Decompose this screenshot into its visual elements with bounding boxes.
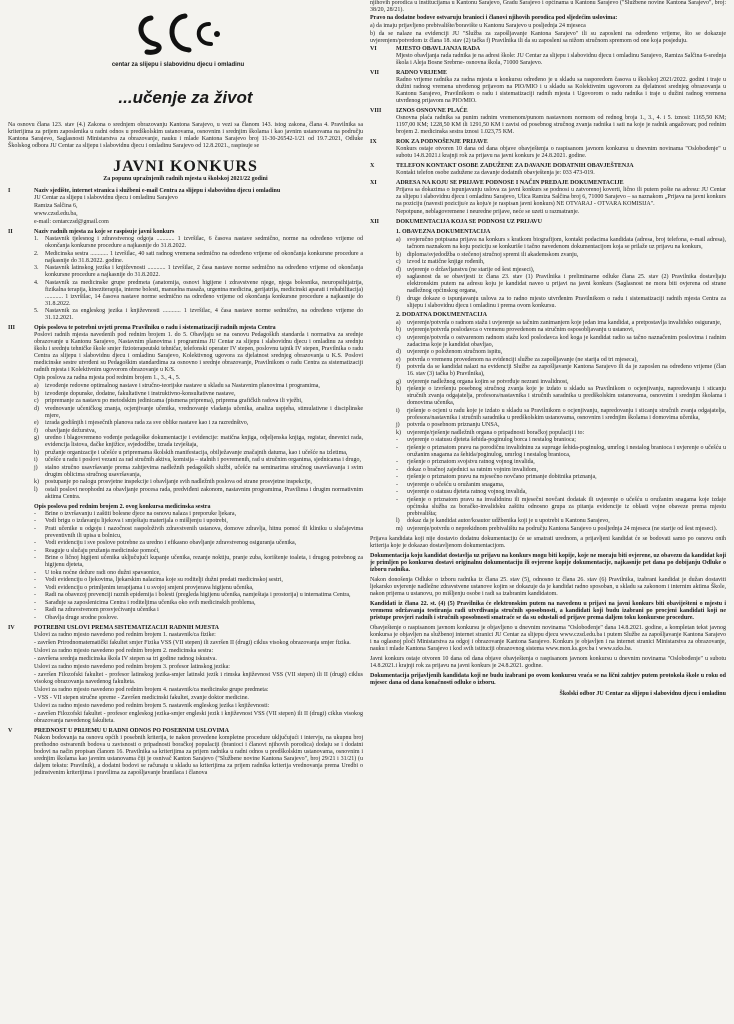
list-item — [396, 364, 726, 378]
list-marker: c) — [396, 334, 401, 341]
list-marker: e) — [34, 420, 39, 426]
list-text: učešće u radu i poslovi vezani za rad stručnih aktiva, komisija – stalnih i povremenih, rad u stručnim organima, sjednicama i drugo, — [45, 457, 361, 463]
list-text: Reaguje u slučaju pružanja medicinske pomoći, — [45, 547, 160, 554]
left-column — [8, 0, 363, 1024]
list-item — [34, 450, 363, 457]
section — [370, 219, 726, 226]
additional-docs-heading: 2. DODATNA DOKUMENTACIJA — [396, 311, 487, 318]
list-marker: - — [396, 474, 398, 480]
list-item — [396, 357, 726, 364]
section-paragraph: - VSS - VII stepen stručne spreme - Završen medicinski fakultet, zvanje doktor medicine. — [34, 694, 249, 701]
section — [8, 188, 363, 226]
section-body — [8, 332, 363, 501]
list-text: uvjerenje/potvrda poslodavca o vremenu provedenom na stručnim osposobljavanju u ustanovi, — [407, 327, 635, 333]
list-marker: - — [34, 607, 36, 613]
list-marker: - — [396, 496, 398, 503]
section-title: ADRESA NA KOJU SE PRIJAVE PODNOSE I NAČIN PREDAJE DOKUMENTACIJE — [396, 180, 624, 186]
list-item — [34, 555, 363, 569]
section-heading — [8, 625, 363, 632]
section-heading — [370, 180, 726, 187]
section — [8, 504, 363, 622]
list-marker: e) — [396, 356, 401, 363]
list-marker: j) — [396, 422, 400, 428]
list-text: pripremanje za nastavu po metodskim jedinicama (pismena priprema), priprema grafičkih radova ili vježbi, — [45, 398, 303, 404]
section-heading — [370, 108, 726, 115]
section-paragraph: Nepotpune, neblagovremene i neuredne prijave, neće se uzeti u razmatranje. — [396, 209, 580, 215]
list-text: uvjerenje o statusu djeteta šehida-poginulog borca i nestalog branioca; — [407, 437, 576, 443]
left-sections — [8, 188, 363, 777]
section-list — [34, 511, 363, 622]
list-item — [396, 518, 726, 525]
section-heading — [8, 504, 363, 511]
documentation-block — [370, 229, 726, 533]
list-item — [396, 430, 726, 437]
list-text: potvrda o posebnom priznanju UNSA, — [407, 422, 500, 428]
section-body — [8, 236, 363, 322]
right-column — [370, 0, 726, 1024]
section-number: X — [370, 163, 375, 169]
list-marker: 4. — [34, 279, 39, 286]
list-text: uvjerenje/rješenje nadležnih organa o pripadnosti boračkoj populaciji i to: — [407, 429, 585, 436]
list-marker: - — [34, 555, 36, 561]
right-intro-paragraph: a) da imaju prijavljeno prebivalište/boravište u Kantonu Sarajevo u posljednja 24 mjeseca — [370, 23, 586, 29]
list-item — [396, 274, 726, 295]
list-marker: - — [34, 569, 36, 576]
list-text: Brine o izvršavanju i zaštiti bolesne djece na osnovu nalaza i preporuke ljekara, — [45, 510, 237, 517]
section-title: Opis poslova te potrebni uvjeti prema Pravilniku o radu i sistematizaciji radnih mjesta Centra — [34, 325, 276, 331]
section-heading — [8, 325, 363, 332]
list-text: rješenje o priznatom pravu na porodičnu invalidninu za supruge šehida-poginulog, umrlog i nestalog branioca i uvjerenje o učešću u oružanim snagama za šehida/poginulog, umrlog i nestalog branioca, — [407, 444, 726, 458]
section-paragraph: Konkurs ostaje otvoren 10 dana od dana objave obavještenja o raspisanom javnom konkursu u dnevnim novinama "Oslobođenje" u subotu 14.8.2021.i krajnji rok za prijavu na javni konkurs je 24.8.2021. godine. — [396, 146, 726, 159]
list-text: postupanje po nalogu prosvjetne inspekcije i obavljanje svih nadležnih poslova od strane prosvjetne inspekcije, — [45, 479, 312, 485]
list-text: rješenje o ocjeni u radu koje je izdato u skladu sa Pravilnikom o ocjenjivanju, napredovanju i sticanju stručnih zvanja odgajatelja, profesora/nastavnika i stručnih saradnika u predškolskim ustanovama, osnovnim i srednjim školama i domovima učenika, — [407, 407, 726, 421]
list-marker: d) — [396, 349, 401, 355]
list-item — [396, 386, 726, 407]
list-item — [34, 280, 363, 308]
section-heading — [370, 163, 726, 170]
section-number: XI — [370, 180, 377, 186]
list-marker: k) — [396, 429, 401, 436]
list-text: uvjerenje/potvrda o ostvarenom radnom stažu kod poslodavca kod koga je kandidat radio sa tačno naznačenim poslovima i radnim zadacima koje je kandidat obavljao, — [407, 334, 726, 348]
section-paragraph: - završen Prirodnomatematički fakultet smjer Fizika VSS (VII stepen) ili završen II (drugi) ciklus visokog obrazovanja smjer fizika. — [34, 639, 351, 646]
list-marker: g) — [396, 378, 401, 385]
section-paragraph: - završen Filozofski fakultet - profesor latinskog jezika-smjer latinski jezik i rimska književnost VSS (VII stepen) ili II (drugi) ciklus visokog obrazovanja navedenog fakulteta. — [34, 671, 363, 685]
list-item — [34, 457, 363, 464]
section-number: XII — [370, 219, 380, 225]
list-text: Vodi evidenciju o primljenim terapijama i u svojoj smjeni provjerava higijenu učenika, — [45, 584, 254, 591]
list-text: stalno stručno usavršavanje prema zahtjevima nadležnih pedagoških službi, učešće na seminarima stručnog usavršavanja i svim drugim oblicima stručnog usavršavanja, — [45, 464, 363, 478]
list-item — [34, 383, 363, 390]
list-text: pružanje organizacije i učešće u pripremama školskih manifestacija, obilježavanje značajnih datuma, kao i učešće na izletima, — [45, 449, 348, 456]
list-item — [34, 615, 363, 622]
section-heading — [370, 139, 726, 146]
section — [370, 139, 726, 160]
list-text: Vodi brigu o izdavanju lijekova i smještaju materijala o mišljenju i upotrebi, — [45, 518, 228, 524]
section-paragraph: Osnovna plaća radnika sa punim radnim vremenom/punom nastavnom normom od rednog broja 1., 3., 4. i 5. iznosi: 1165,50 KM; 1197,00 KM; 1228,50 KM ili 1291,50 KM i zavisi od posebnog stručnog zvanja radnika i sati na koje je radnik angažovan; pod rednim brojem 2. medicinska sestra iznosi 1.023,75 KM. — [396, 115, 726, 135]
section-title: PREDNOST U PRIJEMU U RADNI ODNOS PO POSEBNIM USLOVIMA — [34, 727, 229, 734]
list-text: izvođenje redovne optimalnog nastave i stručno-teorijske nastave u skladu sa Nastavnim planovima i programima, — [45, 383, 320, 389]
list-text: ostali poslovi neophodni za obavljanje procesa rada, predviđeni zakonom, nastavnim programima, Pravilima i drugim normativnim aktima Centra. — [45, 486, 363, 500]
list-text: dokaz o bračnoj zajednici sa ratnim vojnim invalidom, — [407, 466, 538, 473]
list-item — [396, 349, 726, 356]
section-number: II — [8, 229, 13, 235]
docs-note-5: Obavještenje o raspisanom javnom konkursu je objavljeno u dnevnim novinama "Oslobođenje" dana 14.8.2021. godine, a kompletan tekst javnog konkursa je objavljen na službenoj internet stranici JU Centar za slijepu djecu www.czsd.edu.ba i putem Službe za zapošljavanje Kantona Sarajevo i na oglasnoj ploči Ministarstva za odgoj i obrazovanje Kantona Sarajevo. Konkurs je objavljen i na internet stranici Ministarstva za obrazovanje, nauku i mlade Kantona Sarajevo i kod svih istituciji obrazovnog sistema www.mon.ks.gov.ba i www.szks.ba. — [370, 624, 726, 652]
list-text: Obavlja druge srodne poslove. — [45, 614, 119, 621]
list-marker: d) — [34, 405, 39, 412]
section-number: I — [8, 188, 11, 194]
section-title: IZNOS OSNOVNE PLAĆE — [396, 108, 468, 114]
section-heading — [8, 188, 363, 195]
list-text: Sarađuje sa zaposlenicima Centra i roditeljima učenika oko svih medicinskih problema, — [45, 599, 256, 606]
section — [8, 625, 363, 725]
section-paragraph: Uslovi za radno mjesto navedeno pod rednim brojem 3. profesor latinskog jezika: — [34, 663, 230, 670]
docs-note-7: Dokumentacija prijavljenih kandidata koji ne budu izabrani po ovom konkursu vraća se na lični zahtjev putem protokola škole u roku od mjesec dana od dana konačnosti odluke o izboru. — [370, 672, 726, 686]
list-text: uvjerenje o položenom stručnom ispitu, — [407, 349, 503, 355]
list-text: Prati učenike u odgoju i nazočnost raspoloživih zdravstvenih ustanova, domove zdravlja, hitnu pomoć ili kliniku u slučajevima preventivnih ili upisa u bolnicu, — [45, 525, 363, 539]
list-text: uredno i blagovremeno vođenje pedagoške dokumentacije i evidencije: matična knjiga, odjeljenska knjiga, registar, dnevnici rada, evidencija listova, đačke knjižice, svjedodžbe, izrada izvještaja, — [45, 435, 363, 448]
section-title: Opis poslova pod rednim brojem 2. ovog konkursa medicinska sestra — [34, 503, 211, 510]
list-marker: - — [396, 437, 398, 443]
list-item — [396, 497, 726, 518]
section-title: POTREBNI USLOVI PREMA SISTEMATIZACIJI RADNIH MJESTA — [34, 624, 219, 631]
section-number: IV — [8, 624, 15, 631]
list-item — [34, 236, 363, 250]
list-marker: a) — [396, 237, 401, 243]
list-item — [396, 482, 726, 489]
list-item — [34, 435, 363, 449]
list-item — [34, 585, 363, 592]
list-marker: - — [396, 466, 398, 473]
section-title: DOKUMENTACIJA KOJA SE PODNOSI UZ PRIJAVU — [396, 219, 542, 225]
list-item — [34, 540, 363, 547]
section — [370, 108, 726, 136]
list-marker: b) — [396, 327, 401, 333]
slogan: ...učenje za život — [118, 88, 253, 107]
list-text: druge dokaze o ispunjavanju uslova za to radno mjesto utvrđenim Pravilnikom o radu i sistematizaciji radnih mjesta Centra za slijepu i slabovidnu djecu i omladinu i prema ovom konkursu. — [407, 295, 726, 309]
list-text: Nastavnik latinskog jezika i književnosti ............ 1 izvršilac, 2 časa nastave norme sedmično na određeno vrijeme od okončanja konkursne procedure a najkasnije do 31.8.2022. — [45, 265, 363, 278]
list-marker: c) — [34, 398, 39, 404]
list-marker: m) — [396, 525, 403, 532]
document-title: JAVNI KONKURS — [113, 158, 258, 175]
list-item — [34, 479, 363, 486]
list-item — [34, 526, 363, 540]
list-text: diploma/svjedodžba o stečenoj stručnoj spremi ili akademskom zvanju, — [407, 251, 579, 258]
list-item — [396, 489, 726, 496]
list-marker: j) — [34, 464, 38, 471]
list-item — [396, 474, 726, 481]
section — [370, 163, 726, 177]
list-marker: 5. — [34, 308, 39, 314]
list-marker: f) — [396, 295, 400, 302]
list-item — [34, 511, 363, 518]
mandatory-docs-heading: 1. OBAVEZNA DOKUMENTACIJA — [396, 229, 491, 235]
list-text: uvjerenje/potvrda o radnom stažu i uvjerenje sa tačnim zanimanjem koje jedan ima kandidat, a pretpostavlja invalidsko osiguranje, — [407, 319, 722, 326]
right-intro-paragraph: b) da se nalaze na evidenciji JU "Služba za zapošljavanje Kantona Sarajevo" ili su zaposleni na određeno vrijeme, što se dokazuje uvjerenjem/potvrdom iz člana 18. stav (2) tačka f) Pravilnika ili da su zaposleni sa nižom stručnom spremom od one koja posjeduju. — [370, 31, 726, 44]
signature: Školski odbor JU Centar za slijepu i slabovidnu djecu i omladinu — [559, 690, 726, 697]
list-marker: - — [34, 525, 36, 532]
section-paragraph: Opis poslova za radna mjesta pod rednim brojem 1., 3., 4., 5. — [34, 375, 181, 381]
list-text: Brine o ličnoj higijeni učenika uključujući kupanje učenika, rezanje noktiju, pranje zuba, korištenje toaleta, i drugog potrebnog za higijenu djeteta, — [45, 555, 363, 568]
right-intro-paragraph: Pravo na dodatne bodove ostvaruju branioci i članovi njihovih porodica pod sljedećim uslovima: — [370, 15, 618, 21]
list-marker: d) — [396, 266, 401, 273]
section-title: ROK ZA PODNOŠENJE PRIJAVE — [396, 139, 488, 145]
section-title: Naziv sjedište, internet stranica i službeni e-mail Centra za slijepu i slabovidnu djecu i omladinu — [34, 188, 281, 194]
list-marker: - — [396, 489, 398, 495]
list-text: izrada godišnjih i mjesečnih planova rada za sve oblike nastave kao i za razrednštvo, — [45, 420, 249, 426]
list-text: uvjerenje/potvrdu o neprekidnom prebivalištu na području Kantona Sarajevo u posljednja 24 mjeseca (ne starije od šest mjeseci). — [407, 525, 718, 532]
list-item — [396, 526, 726, 533]
list-text: Nastavnik za engleskog jezika i književnosti ............ 1 izvršilac, 4 časa nastave norme sedmično, na određeno vrijeme do 31.12.2021. — [45, 308, 363, 321]
list-text: svojeručno potpisana prijava na konkurs s kratkom biografijom, kontakt podacima kandidata (adresa, broj telefona, e-mail adresa), tačnom naznakom na koju poziciju se konkuriše i tačno navedenom dokumentacijom koja se prilaže uz prijavu na konkurs, — [407, 237, 726, 250]
list-item — [396, 267, 726, 274]
list-item — [34, 265, 363, 279]
list-text: uvjerenje o učešću u oružanim snagama, — [407, 481, 505, 488]
list-marker: - — [34, 599, 36, 606]
section-list — [34, 383, 363, 501]
list-marker: b) — [396, 251, 401, 258]
list-item — [34, 420, 363, 427]
list-marker: g) — [34, 435, 39, 441]
list-item — [396, 459, 726, 466]
list-item — [34, 600, 363, 607]
list-marker: 1. — [34, 236, 39, 242]
list-marker: - — [396, 459, 398, 465]
list-text: uvjerenje nadležnog organa kojim se potvrđuje nezrani invalidnost, — [407, 378, 569, 385]
section-paragraph: Prijava sa dokazima o ispunjavanju uslova za javni konkurs se podnosi u zatvorenoj koverti, lično ili putem pošte na adresu: JU Centar za slijepu i slabovidnu djecu i omladinu Sarajevo, Ulica Ramiza Salčina broj 6, 71000 Sarajevo – sa naznakom „Prijava na javni konkurs na poziciju (navesti poziciju/e za koju/e je raspisan javni konkurs) NE OTVARAJ - OTVARA KOMISIJA". — [396, 187, 726, 207]
list-text: potvrda da se kandidat nalazi na evidenciji Službe za zapošljavanje Kantona Sarajevo ili da je zaposlen na određeno vrijeme (član 16. stav (3) tačka b) Pravilnika), — [407, 364, 726, 377]
list-marker: k) — [34, 479, 39, 485]
section-body — [8, 632, 363, 725]
section-heading — [370, 70, 726, 77]
section — [370, 70, 726, 105]
list-text: rješenje o izvršenju posebnog stručnog zvanja koje je izdato u skladu sa Pravilnikom o ocjenjivanju, napredovanju i sticanju stručnih zvanja odgajatelja, profesora/nastavnika i stručnih saradnika u predškolskim ustanovama, osnovnim i srednjim školama i domovima učenika, — [407, 386, 726, 406]
section — [8, 325, 363, 501]
list-text: Radi na obavezoj prevenciji raznih epidemija i bolesti (pregleda higijenu učenika, namještaja i prostorija) u internatima Centra, — [45, 592, 351, 598]
section-paragraph: Poslovi radnih mjesta navedenih pod rednim brojem 1. do 5. Obavljaju se na osnovu Pedagoških standarda i normativa za srednje obrazovanje u Kantonu Sarajevo, Nastavnim planovima i programima JU Centar za slijepu i slabovidnu djecu i omladinu za srednju školu i srednju tehničke škole smjer fizioterapeutski tehničar, telefonski operater IV stepen, poslovnu tajnik IV stepen, Pravilnika o radu Centra za slijepu i slabovidnu djecu i omladinu Sarajevo, Kolektivnog ugovora za djelatnost srednjeg obrazovanja u K.S. Poslovi medicinske sestre utvrđeni su Pedagoškim standardima za osnovno i srednje obrazovanje, Pravilnikom o radu Centra za sistematizaciji radnih mjesta i Kolektivnim ugovorom obrazovanje u K/S. — [34, 332, 363, 373]
section-heading — [8, 229, 363, 236]
docs-note-1: Prijava kandidata koji nije dostavio dodatnu dokumentaciju će se smatrati urednom, a prijavljeni kandidat će se bodovati samo po osnovu onih kriterija koje je dokazao dostavljenom dokumentacijom. — [370, 535, 726, 549]
section-body — [370, 170, 726, 177]
list-marker: c) — [396, 259, 401, 265]
document-subtitle: Za popunu upražnjenih radnih mjesta u školskoj 2021/22 godini — [103, 176, 268, 182]
list-item — [396, 422, 726, 429]
section-title: RADNO VRIJEME — [396, 70, 448, 76]
list-item — [396, 259, 726, 266]
mandatory-docs-list — [396, 237, 726, 310]
list-item — [34, 308, 363, 322]
list-text: obavljanje dežurstva, — [45, 427, 96, 434]
list-marker: - — [34, 518, 36, 524]
list-marker: - — [34, 510, 36, 517]
section-heading — [370, 219, 726, 226]
list-marker: - — [34, 584, 36, 591]
list-text: Nastavnik tjelesnog i zdravstvenog odgoja ............ 1 izvršilac, 6 časova nastave sedmično, norme na određeno vrijeme od okončanja konkursne procedure a najkasnije do 31.8.2022. — [45, 236, 363, 249]
list-item — [34, 487, 363, 501]
list-item — [396, 335, 726, 349]
list-item — [396, 379, 726, 386]
list-marker: i) — [34, 457, 38, 463]
list-text: Vodi evidenciju o ljekovima, ljekarskim nalazima koje su roditelji dužni predati medicinskoj sestri, — [45, 577, 283, 583]
list-marker: f) — [34, 427, 38, 434]
section-body — [8, 735, 363, 777]
section-body — [370, 187, 726, 216]
section — [8, 728, 363, 777]
list-marker: - — [34, 547, 36, 554]
section-body — [8, 511, 363, 622]
section-paragraph: Ramiza Salčina 6, — [34, 203, 78, 209]
list-text: vrednovanje učeničkog znanja, ocjenjivanje učenika, vrednovanje vladanja učenika, analiza uspjeha, stimulativne i disciplinske mjere, — [45, 405, 363, 419]
list-text: potvrda o vremenu provedenom na evidenciji službe za zapošljavanje (ne starija od tri mjeseca), — [407, 356, 638, 363]
list-text: saglasnost da se obavijesti iz člana 23. stav (1) Pravilnika i preliminarne odluke člana 25. stav (2) Pravilnika dostavljaju elektronskim putem na adresu koju je kandidat naveo u prijavi na javni konkurs (Saglasnost ne mora biti ovjerena od strane nadležnog općinskog organa, — [407, 274, 726, 294]
section-title: Naziv radnih mjesta za koje se raspisuje javni konkurs — [34, 229, 175, 235]
section-paragraph: - završena srednja medicinska škola IV stepen sa tri godine radnog iskustva. — [34, 655, 217, 662]
section-number: VII — [370, 70, 380, 76]
section-paragraph: Uslovi za radno mjesto navedeno pod rednim brojem 1. nastavnik/ca fizike: — [34, 631, 216, 638]
list-item — [34, 391, 363, 398]
list-marker: - — [396, 444, 398, 451]
section-body — [370, 77, 726, 105]
list-item — [396, 467, 726, 474]
list-marker: - — [34, 614, 36, 621]
list-marker: b) — [34, 390, 39, 397]
section-heading — [8, 728, 363, 735]
section-paragraph: - završen Filozofski fakultet - profesor engleskog jezika-smjer engleski jezik i književnost VSS (VII stepen) ili II (drugi) ciklus visokog obrazovanja navedenog fakulteta. — [34, 710, 363, 724]
list-item — [34, 548, 363, 555]
section-number: VI — [370, 46, 377, 52]
intro-paragraph: Na osnovu člana 123. stav (4.) Zakona o srednjem obrazovanju Kantona Sarajevo, u vezi sa članom 143. istog zakona, člana 4. Pravilnika sa kriterijima za prijem zaposlenika u radni odnos u predškolskim ustanovama, osnovnim i srednjim školama i kao javnim ustanovama na području Kantona Sarajevo, Saglasnosti Ministarstva za obrazovanje, nauku i mlade Kantona Sarajevo broj 11-30-26542-1/21 od 19.7.2021, Odluke Školskog odbora JU Centar za slijepu i slabovidnu djecu i omladinu Sarajevo od 12.8.2021., raspisuje se — [8, 122, 363, 149]
list-item — [396, 408, 726, 422]
list-text: uvjerenje o državljanstvu (ne starije od šest mjeseci), — [407, 266, 535, 273]
list-item — [34, 398, 363, 405]
list-text: rješenje o priznatom svojstvu ratnog vojnog invalida, — [407, 459, 535, 465]
list-item — [34, 518, 363, 525]
list-item — [34, 465, 363, 479]
org-caption: centar za slijepu i slabovidnu djecu i omladinu — [111, 62, 245, 68]
list-marker: h) — [396, 386, 401, 392]
list-item — [396, 320, 726, 327]
list-marker: a) — [34, 383, 39, 389]
list-text: rješenje o priznatom pravu na invalidninu ili mjesečni novčani dodatak ili uvjerenje o učešću u oružanim snagama koje izdaje općinska služba za boračko-invalidsku zaštitu odnosno grupa za pitanja evidencije iz oblasti vojne obaveze prema mjestu prebivališta; — [407, 496, 726, 517]
section-body — [370, 115, 726, 136]
list-marker: 2. — [34, 250, 39, 257]
list-item — [34, 570, 363, 577]
section — [370, 46, 726, 67]
list-text: Radi na zdravstvenom prosvjećivanju učenika i — [45, 607, 159, 613]
section-paragraph: e-mail: centarczsd@gmail.com — [34, 219, 109, 225]
section-paragraph: Mjesto obavljanja rada radnika je na adresi škole: JU Centar za slijepu i slabovidnu djecu i omladinu Sarajevo, Ramiza Salčina 6-srednja škola i Aleja Bosne Srebrne- osnovna škola, 71000 Sarajevo. — [396, 53, 726, 66]
list-marker: - — [396, 481, 398, 488]
list-text: Medicinska sestra ............ 1 izvršilac, 40 sati radnog vremena sedmično na određeno vrijeme od okončanja konkursne procedure a najkasnije do 31.8.2022. godine. — [45, 250, 363, 264]
section-body — [370, 53, 726, 67]
section-paragraph: Uslovi za radno mjesto navedeno pod rednim brojem 5. nastavnik engleskog jezika i književnosti: — [34, 702, 270, 709]
section-paragraph: JU Centar za slijepu i slabovidnu djecu i omladinu Sarajevo — [34, 195, 178, 201]
section-paragraph: Uslovi za radno mjesto navedeno pod rednim brojem 4. nastavnik/ca medicinske grupe predmeta: — [34, 686, 269, 693]
list-marker: l) — [396, 518, 400, 524]
right-sections — [370, 46, 726, 226]
list-marker: - — [34, 577, 36, 583]
section-body — [370, 146, 726, 160]
logo-block — [8, 0, 363, 78]
list-text: U toku noćne dežure radi ono dužni spavaonice, — [45, 569, 161, 576]
list-item — [396, 296, 726, 310]
list-marker: 3. — [34, 265, 39, 271]
section-paragraph: Nakon bodovanja na osnovu općih i posebnih kriterija, te nakon provedene kompletne procedure uključujući i intervju, na ukupnu broj prethodno ostvarenih bodova u zavisnosti o pripadnosti boračkoj populaciji (branioci i članovi njihovih porodica) dodaju se i dodatni bodovi na način propisan članom 16. Pravilnika sa kriterijima za prijem radnika u radni odnos u predškolskim ustanovama, osnovnim i srednjim školama kao javnim ustanovama čiji je osnivač Kanton Sarajevo ("Službene novine Kantona Sarajevo", broj 29/21 i 31/21) (u daljem tekstu: Pravilnik), a dodatni bodovi se računaju u skladu sa kriterijima za prijem radnika kriterija vrednovanja prema Uredbi o jedinstvenim kriterijima i pravilima za zapošljavanje branilaca i članova — [34, 734, 363, 776]
section-paragraph: Uslovi za radno mjesto navedeno pod rednim brojem 2. medicinska sestra: — [34, 647, 214, 654]
docs-note-4: Kandidati iz člana 22. st. (4) (5) Pravilnika će elektronskim putem na navedenu u prijavi na javni konkurs biti obaviješteni o mjestu i vremenu održavanja testiranja radi utvrđivanja stručnih sposobnosti, a kandidati koji budu izabrani po procjeni kandidati koji ne pristupe provjeri radnih i stručnih sposobnosti smatraće se da su odustali od prijave prema daljem toku konkursne procedure. — [370, 600, 726, 621]
list-text: rješenje o priznatom pravu na mjesečno novčano primanje dobitnika priznanja, — [407, 474, 597, 480]
docs-note-6: Javni konkurs ostaje otvoren 10 dana od dana objave obavještenja o raspisanom javnom konkursu u dnevnim novinama "Oslobođenje" u subotu 14.8.2021.i krajnji rok za prijavu na javni konkurs je 24.8.2021. godine. — [370, 655, 726, 669]
list-marker: e) — [396, 274, 401, 280]
list-item — [34, 577, 363, 584]
list-item — [34, 406, 363, 420]
additional-docs-list — [396, 320, 726, 533]
list-text: uvjerenje o statusu djeteta ratnog vojnog invalida, — [407, 489, 527, 495]
list-item — [34, 428, 363, 435]
list-marker: - — [34, 540, 36, 546]
list-marker: - — [34, 592, 36, 598]
section-title: MJESTO OBAVLJANJA RADA — [396, 46, 481, 52]
section-list — [34, 236, 363, 322]
list-item — [396, 327, 726, 334]
section-number — [8, 504, 34, 511]
section-number: III — [8, 325, 16, 331]
section — [370, 180, 726, 216]
list-text: dokaz da je kandidat autor/koautor udžbenika koji je u upotrebi u Kantonu Sarajevo, — [407, 518, 610, 524]
center-logo-icon — [133, 10, 223, 58]
section-body — [8, 195, 363, 226]
list-marker: i) — [396, 407, 400, 414]
list-item — [34, 251, 363, 265]
list-text: izvođenje dopunske, dodatne, fakultativne i instruktivno-konsultativne nastave, — [45, 390, 236, 397]
list-marker: h) — [34, 449, 39, 456]
list-item — [396, 445, 726, 459]
list-item — [396, 437, 726, 444]
list-text: Nastavnik za medicinske grupe predmeta (anatomija, osnovi higijene i zdravstvene njege, njega bolesnika, neuropsihijatrija, fizikalna terapija, kineziterapija, interne bolesti, manuelna masaža, urgentna medicina, gerijatrija, medicinski aparati i rehabilitacija) ............ 1 izvršilac, 14 časova nastave norme sedmično na određeno vrijeme od okončanja konkursne procedure a najkasnije do 31.8.2022. — [45, 279, 363, 307]
docs-note-2: Dokumentacija koju kandidat dostavlja uz prijavu na konkurs mogu biti kopije, koje ne moraju biti ovjerene, uz obavezu da kandidat koji je primljen po konkursu dostavi originalnu dokumentaciju ili ovjerene kopije dokumentacije, najkasnije pet dana po dobijanju Odluke o izboru radnika. — [370, 552, 726, 573]
list-marker: f) — [396, 364, 400, 370]
section-title: TELEFON KONTAKT OSOBE ZADUŽENE ZA DAVANJE DODATNIH OBAVJEŠTENJA — [396, 163, 634, 169]
list-item — [34, 607, 363, 614]
right-intro-paragraph: njihovih porodica u institucijama u Kantonu Sarajevo, Gradu Sarajevo i općinama u Kantonu Sarajevo ("Službene novine Kantona Sarajevo", broj: 38/20, 28/21). — [370, 0, 726, 13]
section-heading — [370, 46, 726, 53]
section-number: V — [8, 727, 13, 734]
section-number: VIII — [370, 108, 382, 114]
section — [8, 229, 363, 322]
list-item — [396, 237, 726, 251]
right-intro — [370, 0, 726, 45]
section-paragraph: Radno vrijeme radnika za radna mjesta u konkursu određeno je u skladu sa rasporedom časova u školskoj 2021/2022. godini i traje u dužini radnog vremena utvrđenog prijavom na PIO/MIO i u skladu sa Kolektivnim ugovorom za djelatnost srednjeg obrazovanja u Kantonu Sarajevo, Pravilnikom o radu i sistematizaciji radnih mjesta i Ugovorom o radu radnika i traje u dužini radnog vremena utvrđenog prijavom na PIO/MIO. — [396, 77, 726, 104]
list-marker: a) — [396, 319, 401, 326]
section-number: IX — [370, 139, 377, 145]
list-item — [396, 252, 726, 259]
list-item — [34, 592, 363, 599]
list-marker: l) — [34, 486, 38, 493]
docs-note-3: Nakon donošenja Odluke o izboru radnika iz člana 25. stav (5), odnosno iz člana 26. stav (6) Pravilnika, izabrani kandidat je dužan dostaviti ljekarsko uvjerenje nadležne zdravstvene ustanove kojim se dokazuje da je kandidat radno sposoban, u skladu sa zakonom i internim aktima Škole, nakon prijema u ustanovu, po mišljenju osobe i radi sa izabranim kandidatom. — [370, 576, 726, 597]
section-paragraph: www.czsd.edu.ba, — [34, 211, 78, 217]
list-text: Vodi evidenciju i sve poslove potrebne za uredno i efikasno obavljanje zdravstvenog osiguranja učenika, — [45, 540, 297, 546]
list-text: izvod iz matične knjige rođenih, — [407, 259, 485, 265]
section-paragraph: Kontakt telefon osobe zadužene za davanje dodatnih obavještenja je: 033 473-019. — [396, 170, 595, 176]
